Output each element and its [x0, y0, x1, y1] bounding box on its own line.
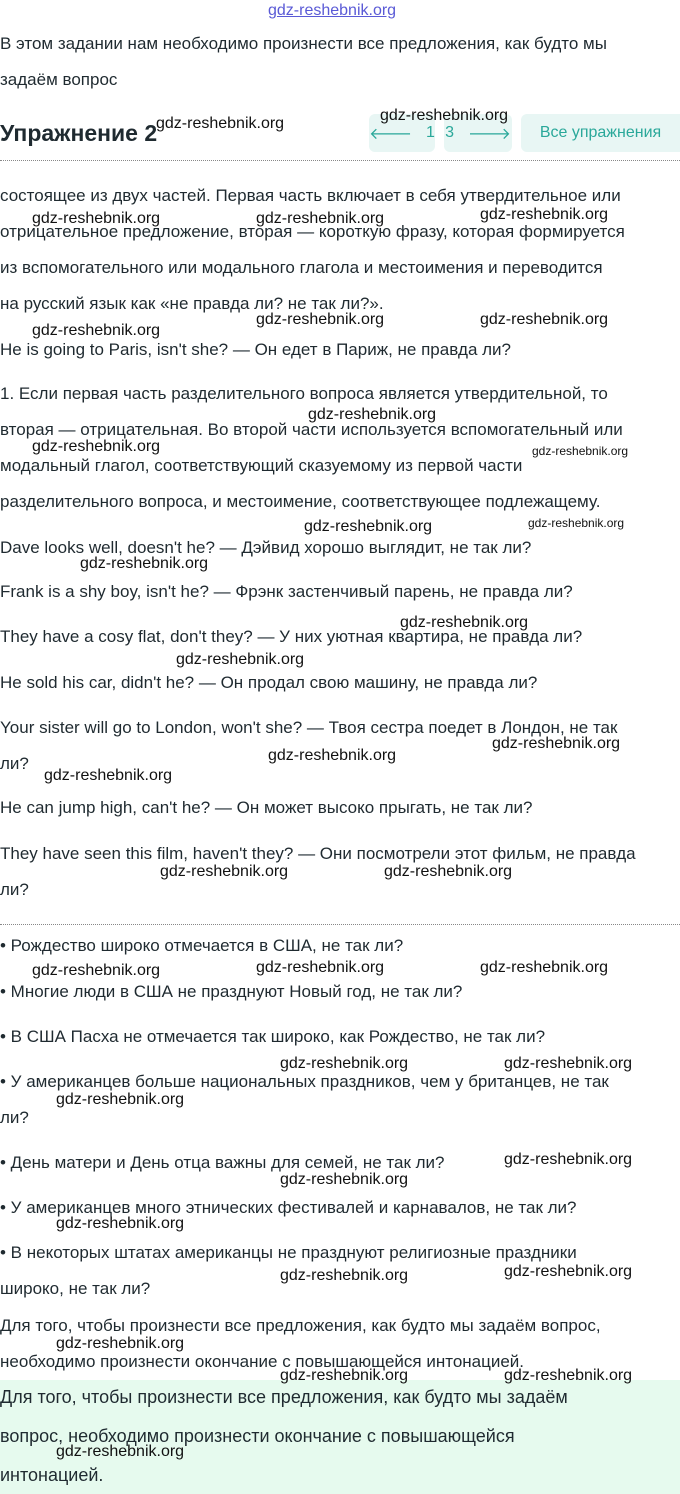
watermark: gdz-reshebnik.org [44, 767, 173, 784]
watermark: gdz-reshebnik.org [176, 651, 305, 668]
intro-text-line-2: задаём вопрос [0, 70, 118, 89]
watermark: gdz-reshebnik.org [480, 959, 609, 976]
watermark: gdz-reshebnik.org [56, 1443, 185, 1460]
watermark: gdz-reshebnik.org [384, 863, 513, 880]
example-line: ли? [0, 880, 29, 899]
watermark: gdz-reshebnik.org [280, 1171, 409, 1188]
next-exercise-label: 3 [445, 124, 454, 141]
clipped-text-edge [0, 924, 680, 929]
theory-line: состоящее из двух частей. Первая часть включает в себя утвердительное или [0, 186, 621, 205]
watermark: gdz-reshebnik.org [32, 210, 161, 227]
watermark: gdz-reshebnik.org [80, 555, 209, 572]
theory-line: модальный глагол, соответствующий сказуемому из первой части [0, 456, 523, 475]
watermark: gdz-reshebnik.org [256, 210, 385, 227]
watermark: gdz-reshebnik.org [480, 311, 609, 328]
watermark: gdz-reshebnik.org [480, 206, 609, 223]
watermark: gdz-reshebnik.org [280, 1055, 409, 1072]
watermark: gdz-reshebnik.org [504, 1367, 633, 1384]
question-item: ли? [0, 1108, 29, 1127]
conclusion-line: необходимо произнести окончание с повышающейся интонацией. [0, 1352, 525, 1371]
prev-exercise-label: 1 [426, 124, 435, 141]
answer-line: Для того, чтобы произнести все предложения, как будто мы задаём [0, 1387, 568, 1407]
watermark: gdz-reshebnik.org [304, 518, 433, 535]
watermark: gdz-reshebnik.org [160, 863, 289, 880]
arrow-right-icon: 🡒 [468, 125, 511, 143]
example-line: They have a cosy flat, don't they? — У них уютная квартира, не правда ли? [0, 627, 583, 646]
question-item: • Многие люди в США не празднуют Новый год, не так ли? [0, 982, 463, 1001]
example-line: ли? [0, 754, 29, 773]
question-item: • Рождество широко отмечается в США, не так ли? [0, 936, 404, 955]
watermark: gdz-reshebnik.org [268, 747, 397, 764]
watermark: gdz-reshebnik.org [308, 406, 437, 423]
watermark: gdz-reshebnik.org [492, 735, 621, 752]
example-line: Your sister will go to London, won't she? — Твоя сестра поедет в Лондон, не так [0, 718, 618, 737]
watermark: gdz-reshebnik.org [280, 1367, 409, 1384]
answer-line: интонацией. [0, 1465, 104, 1485]
question-item: • В некоторых штатах американцы не празднуют религиозные праздники [0, 1243, 577, 1262]
theory-line: на русский язык как «не правда ли? не так ли?». [0, 294, 384, 313]
clipped-text-edge [0, 160, 680, 167]
watermark: gdz-reshebnik.org [504, 1263, 633, 1280]
example-line: They have seen this film, haven't they? — Они посмотрели этот фильм, не правда [0, 844, 636, 863]
watermark: gdz-reshebnik.org [504, 1055, 633, 1072]
theory-example: He is going to Paris, isn't she? — Он едет в Париж, не правда ли? [0, 340, 512, 359]
theory-line: вторая — отрицательная. Во второй части используется вспомогательный или [0, 420, 623, 439]
question-item: • День матери и День отца важны для семей, не так ли? [0, 1153, 445, 1172]
example-line: Frank is a shy boy, isn't he? — Фрэнк застенчивый парень, не правда ли? [0, 582, 573, 601]
watermark: gdz-reshebnik.org [156, 115, 285, 132]
theory-line: разделительного вопроса, и местоимение, соответствующее подлежащему. [0, 492, 601, 511]
theory-line: отрицательное предложение, вторая — короткую фразу, которая формируется [0, 222, 625, 241]
watermark: gdz-reshebnik.org [280, 1267, 409, 1284]
question-item: • В США Пасха не отмечается так широко, как Рождество, не так ли? [0, 1027, 546, 1046]
question-item: широко, не так ли? [0, 1279, 151, 1298]
watermark: gdz-reshebnik.org [256, 311, 385, 328]
theory-line: из вспомогательного или модального глагола и местоимения и переводится [0, 258, 603, 277]
answer-line: вопрос, необходимо произнести окончание с повышающейся [0, 1426, 515, 1446]
all-exercises-button[interactable] [521, 114, 680, 152]
watermark: gdz-reshebnik.org [256, 959, 385, 976]
watermark: gdz-reshebnik.org [56, 1335, 185, 1352]
question-item: • У американцев много этнических фестивалей и карнавалов, не так ли? [0, 1198, 577, 1217]
example-line: Dave looks well, doesn't he? — Дэйвид хорошо выглядит, не так ли? [0, 538, 532, 557]
watermark: gdz-reshebnik.org [504, 1151, 633, 1168]
all-exercises-label: Все упражнения [539, 124, 662, 141]
example-line: He sold his car, didn't he? — Он продал свою машину, не правда ли? [0, 673, 538, 692]
arrow-left-icon: 🡐 [369, 125, 412, 143]
site-watermark-link[interactable]: gdz-reshebnik.org [268, 2, 397, 19]
watermark: gdz-reshebnik.org [32, 962, 161, 979]
watermark: gdz-reshebnik.org [56, 1215, 185, 1232]
question-item: • У американцев больше национальных праздников, чем у британцев, не так [0, 1072, 609, 1091]
watermark: gdz-reshebnik.org [32, 438, 161, 455]
conclusion-line: Для того, чтобы произнести все предложения, как будто мы задаём вопрос, [0, 1316, 601, 1335]
exercise-title: Упражнение 2 [0, 120, 158, 146]
watermark: gdz-reshebnik.org [400, 614, 529, 631]
watermark: gdz-reshebnik.org [532, 444, 629, 458]
watermark: gdz-reshebnik.org [380, 107, 509, 124]
watermark: gdz-reshebnik.org [32, 322, 161, 339]
watermark: gdz-reshebnik.org [56, 1091, 185, 1108]
intro-text-line-1: В этом задании нам необходимо произнести все предложения, как будто мы [0, 34, 607, 53]
theory-line: 1. Если первая часть разделительного вопроса является утвердительной, то [0, 384, 608, 403]
example-line: He can jump high, can't he? — Он может высоко прыгать, не так ли? [0, 798, 533, 817]
watermark: gdz-reshebnik.org [528, 516, 625, 530]
